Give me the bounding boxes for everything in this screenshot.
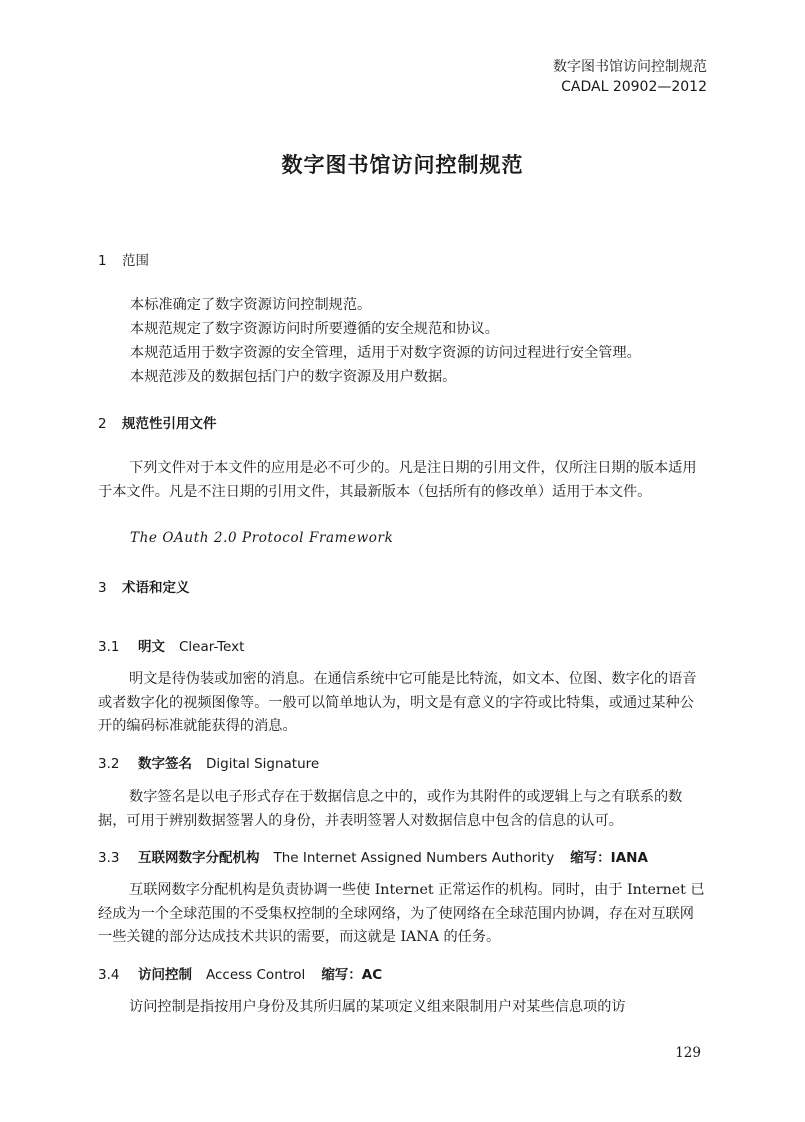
term-heading-3-2	[98, 752, 319, 772]
term-chinese: 互联网数字分配机构	[138, 850, 260, 866]
section-number: 1	[98, 253, 107, 269]
section-heading-1	[98, 249, 163, 269]
section-title: 术语和定义	[122, 580, 190, 596]
term-number: 3.4	[98, 967, 120, 983]
term-number: 3.2	[98, 756, 120, 772]
document-title: 数字图书馆访问控制规范	[281, 153, 524, 177]
term-chinese: 访问控制	[138, 967, 192, 983]
scope-line-3: 本规范适用于数字资源的安全管理，适用于对数字资源的访问过程进行安全管理。	[130, 345, 641, 361]
term-chinese: 明文	[138, 639, 165, 655]
term-english: Clear-Text	[179, 639, 245, 655]
term-abbreviation: 缩写：AC	[321, 967, 383, 983]
term-english: The Internet Assigned Numbers Authority	[273, 850, 555, 866]
running-header-title: 数字图书馆访问控制规范	[553, 59, 707, 75]
term-definition-3-3: 互联网数字分配机构是负责协调一些使 Internet 正常运作的机构。同时，由于 Internet 已经成为一个全球范围的不受集权控制的全球网络，为了使网络在全球范围内协调，存在对互联网一些关键的部分达成技术共识的需要，而这就是 IANA 的任务。	[98, 882, 705, 945]
term-heading-3-4	[98, 963, 396, 983]
term-abbreviation: 缩写：IANA	[570, 850, 648, 866]
scope-line-2: 本规范规定了数字资源访问时所要遵循的安全规范和协议。	[130, 321, 499, 337]
page-number: 129	[675, 1045, 701, 1061]
term-number: 3.3	[98, 850, 120, 866]
term-number: 3.1	[98, 639, 120, 655]
term-definition-3-4: 访问控制是指按用户身份及其所归属的某项定义组来限制用户对某些信息项的访	[129, 999, 626, 1015]
section-title: 规范性引用文件	[122, 416, 217, 432]
normative-references-paragraph: 下列文件对于本文件的应用是必不可少的。凡是注日期的引用文件，仅所注日期的版本适用于本文件。凡是不注日期的引用文件，其最新版本（包括所有的修改单）适用于本文件。	[98, 460, 697, 500]
reference-item: The OAuth 2.0 Protocol Framework	[130, 530, 394, 546]
term-chinese: 数字签名	[138, 756, 192, 772]
running-header-code: CADAL 20902—2012	[561, 79, 707, 95]
term-heading-3-1	[98, 635, 244, 655]
term-english: Digital Signature	[206, 756, 320, 772]
scope-line-1: 本标准确定了数字资源访问控制规范。	[130, 297, 372, 313]
scope-line-4: 本规范涉及的数据包括门户的数字资源及用户数据。	[130, 369, 457, 385]
section-heading-3	[98, 576, 204, 596]
section-heading-2	[98, 412, 231, 432]
term-definition-3-2: 数字签名是以电子形式存在于数据信息之中的，或作为其附件的或逻辑上与之有联系的数据，可用于辨别数据签署人的身份，并表明签署人对数据信息中包含的信息的认可。	[98, 789, 683, 829]
section-number: 2	[98, 416, 107, 432]
section-number: 3	[98, 580, 107, 596]
term-english: Access Control	[206, 967, 306, 983]
term-definition-3-1: 明文是待伪装或加密的消息。在通信系统中它可能是比特流，如文本、位图、数字化的语音或者数字化的视频图像等。一般可以简单地认为，明文是有意义的字符或比特集，或通过某种公开的编码标准就能获得的消息。	[98, 671, 697, 734]
term-heading-3-3	[98, 846, 662, 866]
section-title: 范围	[122, 253, 149, 269]
